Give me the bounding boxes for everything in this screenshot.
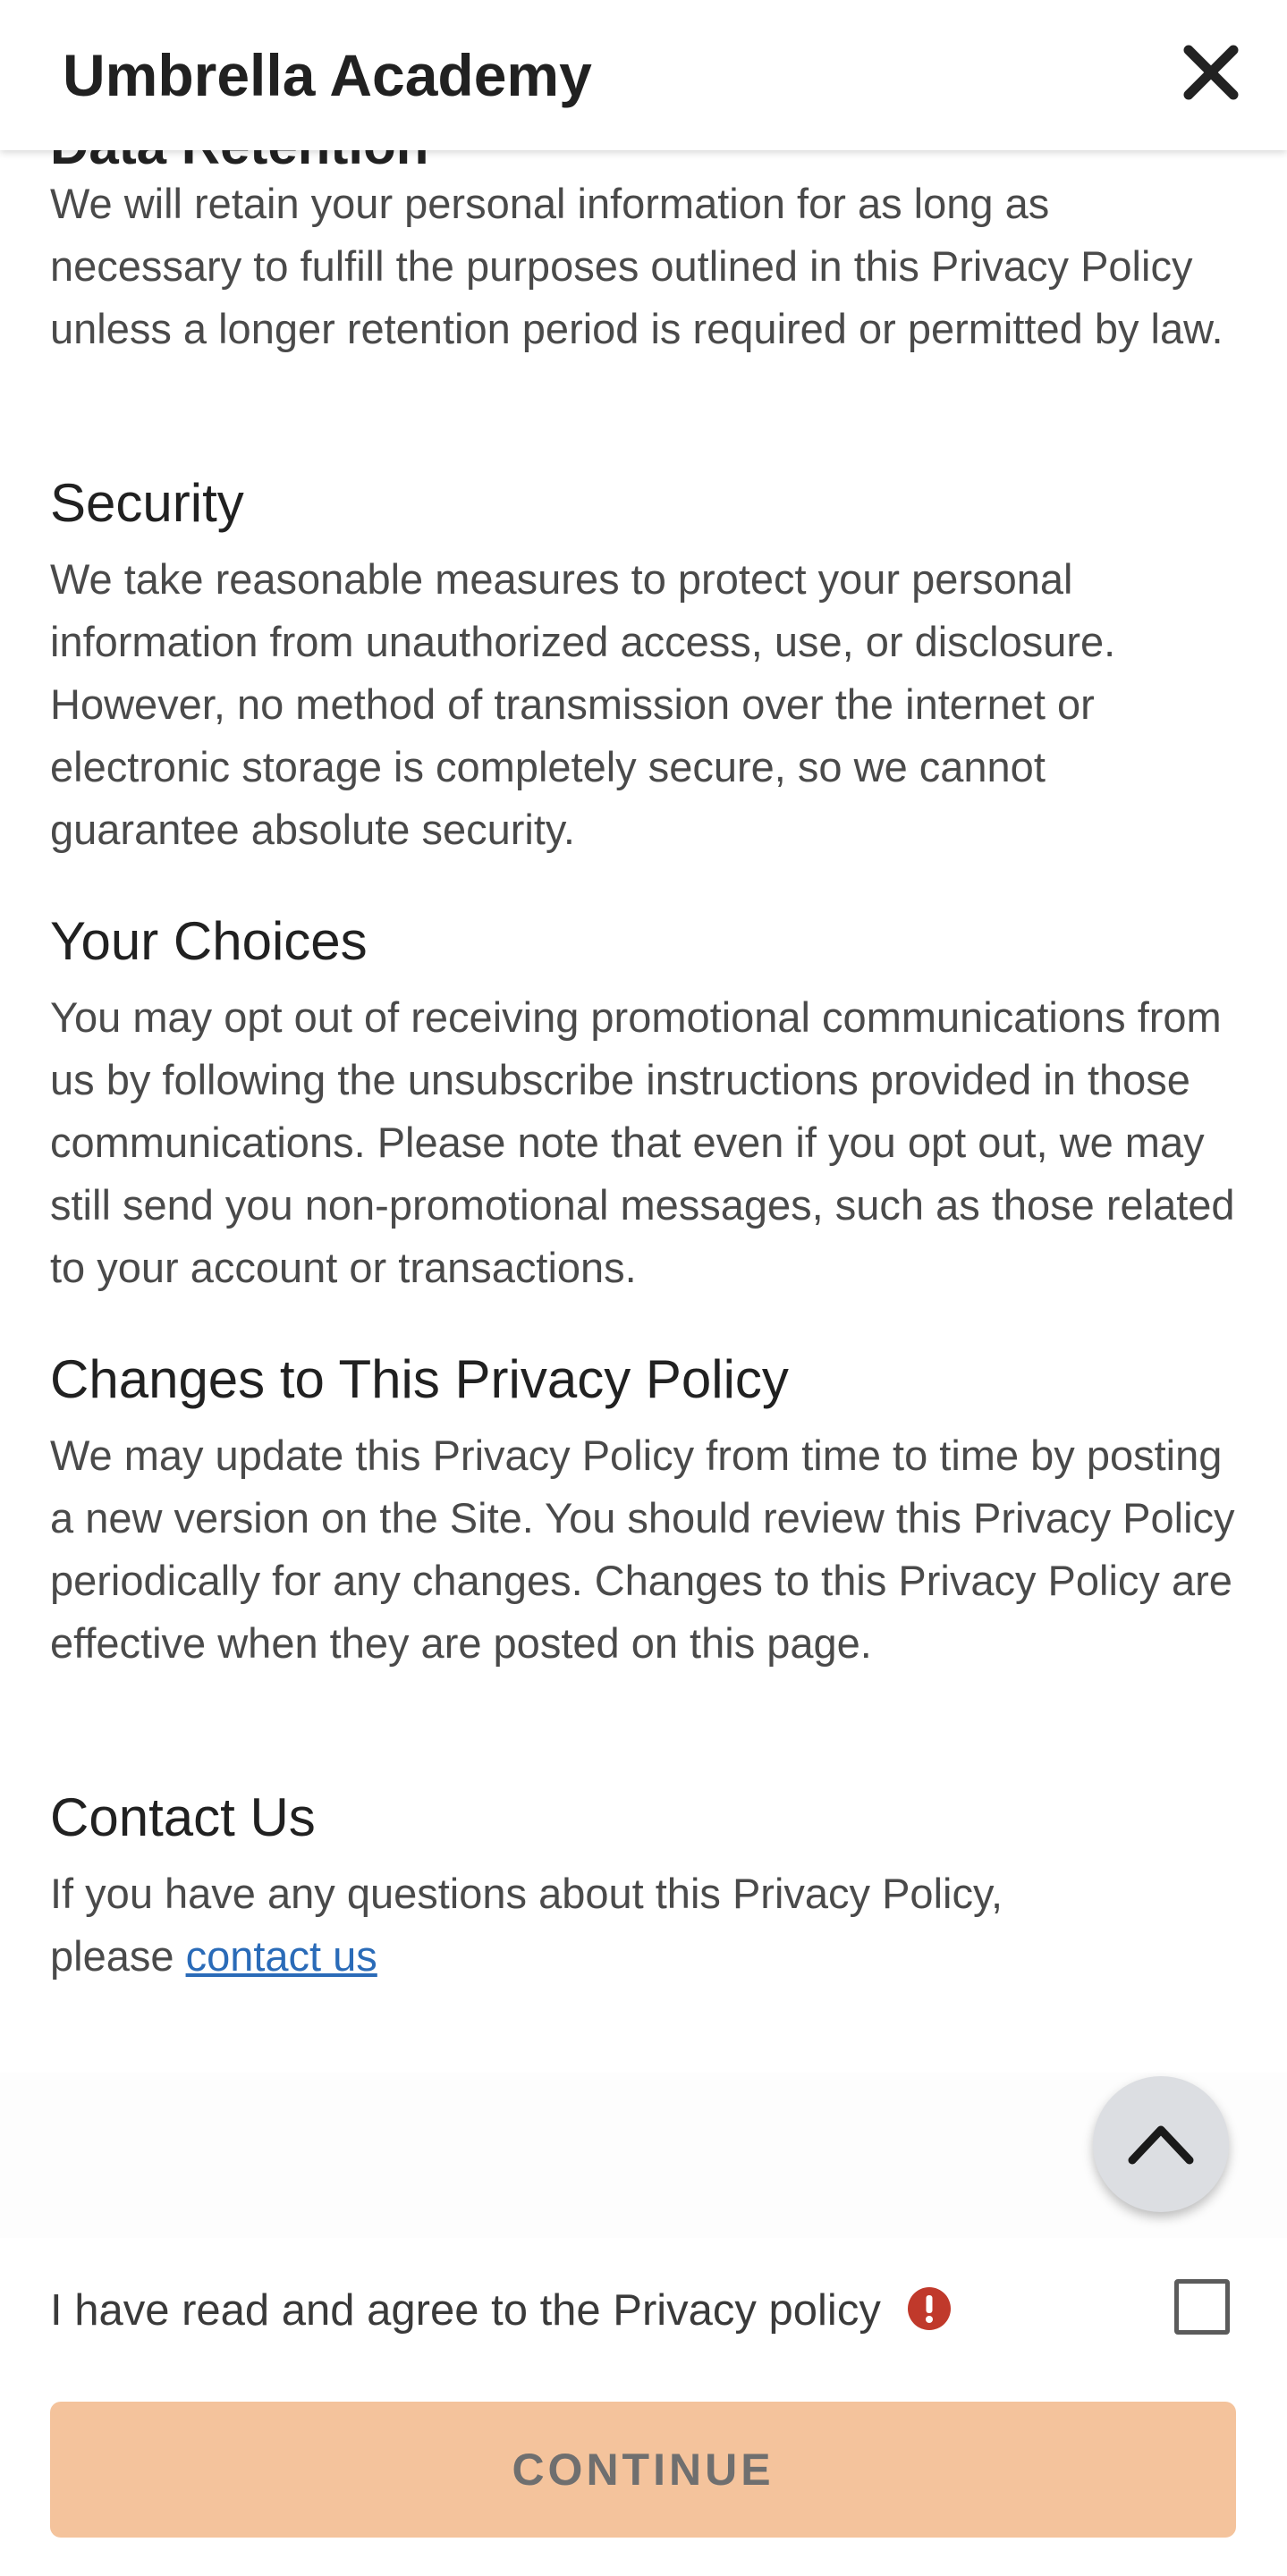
security-text: We take reasonable measures to protect your personal information from unauthorized access, use, or disclosure. However, no method of transmission over the internet or electronic storage is completely secure, so we cannot guarantee absolute security. <box>50 555 1116 853</box>
scroll-to-top-button[interactable] <box>1093 2076 1229 2212</box>
chevron-up-icon <box>1125 2108 1197 2180</box>
close-icon <box>1180 41 1242 104</box>
section-heading-choices: Your Choices <box>50 911 368 971</box>
alert-icon <box>907 2286 952 2331</box>
contact-us-link[interactable]: contact us <box>185 1932 377 1980</box>
contact-text <box>50 1862 1105 1988</box>
continue-button[interactable]: CONTINUE <box>50 2402 1236 2538</box>
section-heading-security: Security <box>50 473 244 533</box>
changes-text: We may update this Privacy Policy from time to time by posting a new version on the Site. You should review this Privacy Policy periodically for any changes. Changes to this Privacy Policy are effective when they are posted on this page. <box>50 1432 1235 1667</box>
section-heading-changes: Changes to This Privacy Policy <box>50 1349 789 1409</box>
retention-text: We will retain your personal information for as long as necessary to fulfill the purposes outlined in this Privacy Policy unless a longer retention period is required or permitted by law. <box>50 180 1223 352</box>
privacy-agreement-row <box>50 2276 1240 2347</box>
page-title: Umbrella Academy <box>63 42 592 108</box>
contact-text-prefix: If you have any questions about this Privacy Policy, please <box>50 1870 1003 1980</box>
close-button[interactable] <box>1180 41 1242 104</box>
section-heading-contact: Contact Us <box>50 1787 316 1847</box>
header-bar <box>0 0 1287 150</box>
agreement-label: I have read and agree to the Privacy policy <box>50 2286 881 2335</box>
policy-content[interactable] <box>50 150 1240 2225</box>
agreement-checkbox[interactable] <box>1174 2279 1230 2335</box>
choices-text: You may opt out of receiving promotional communications from us by following the unsubscribe instructions provided in those communications. Please note that even if you opt out, we may still send you non-promotional messages, such as those related to your account or transactions. <box>50 993 1235 1291</box>
